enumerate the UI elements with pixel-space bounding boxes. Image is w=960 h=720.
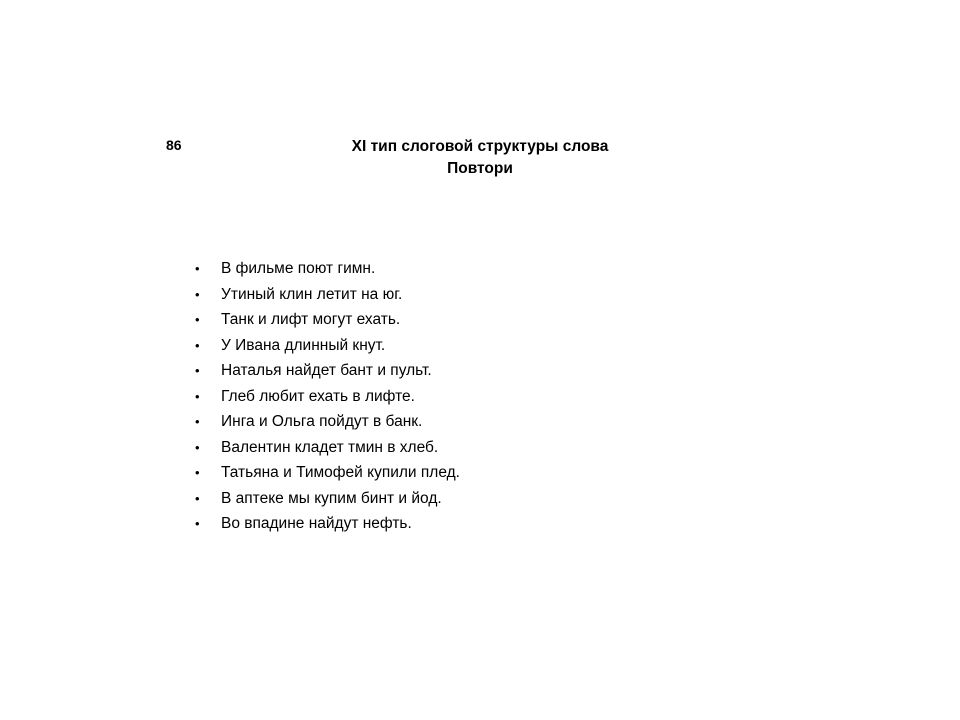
page-subtitle: Повтори — [447, 160, 513, 177]
sentence-item — [195, 384, 460, 410]
bullet-icon: • — [195, 516, 200, 531]
page-title: XI тип слоговой структуры слова — [351, 138, 609, 155]
sentence-item — [195, 511, 460, 537]
bullet-icon: • — [195, 414, 200, 429]
sentence-item — [195, 333, 460, 359]
sentence-item — [195, 358, 460, 384]
sentence-text: В аптеке мы купим бинт и йод. — [221, 489, 442, 507]
sentence-text: Во впадине найдут нефть. — [221, 515, 412, 532]
bullet-icon: • — [195, 465, 200, 480]
title-block — [230, 136, 730, 180]
sentence-text: Наталья найдет бант и пульт. — [221, 362, 432, 379]
bullet-icon: • — [195, 363, 200, 378]
sentence-text: Татьяна и Тимофей купили плед. — [221, 464, 460, 481]
sentence-text: Танк и лифт могут ехать. — [221, 311, 401, 328]
sentence-text: Глеб любит ехать в лифте. — [221, 387, 415, 405]
bullet-icon: • — [195, 337, 200, 353]
sentence-text: У Ивана длинный кнут. — [221, 336, 386, 354]
page-number: 86 — [166, 137, 182, 153]
bullet-icon: • — [195, 286, 200, 302]
sentence-item — [195, 435, 460, 461]
sentence-item — [195, 409, 460, 435]
bullet-icon: • — [195, 388, 200, 404]
sentence-item — [195, 282, 460, 308]
bullet-icon: • — [195, 490, 200, 506]
bullet-icon: • — [195, 439, 200, 455]
bullet-icon: • — [195, 312, 200, 327]
sentence-text: Валентин кладет тмин в хлеб. — [221, 438, 439, 456]
sentence-item — [195, 486, 460, 512]
bullet-icon: • — [195, 261, 200, 276]
sentence-text: Инга и Ольга пойдут в банк. — [221, 413, 423, 430]
sentence-text: Утиный клин летит на юг. — [221, 285, 403, 303]
sentence-item — [195, 460, 460, 486]
sentence-item — [195, 307, 460, 333]
sentence-item — [195, 256, 460, 282]
sentence-text: В фильме поют гимн. — [221, 260, 376, 277]
sentence-list — [195, 256, 460, 537]
